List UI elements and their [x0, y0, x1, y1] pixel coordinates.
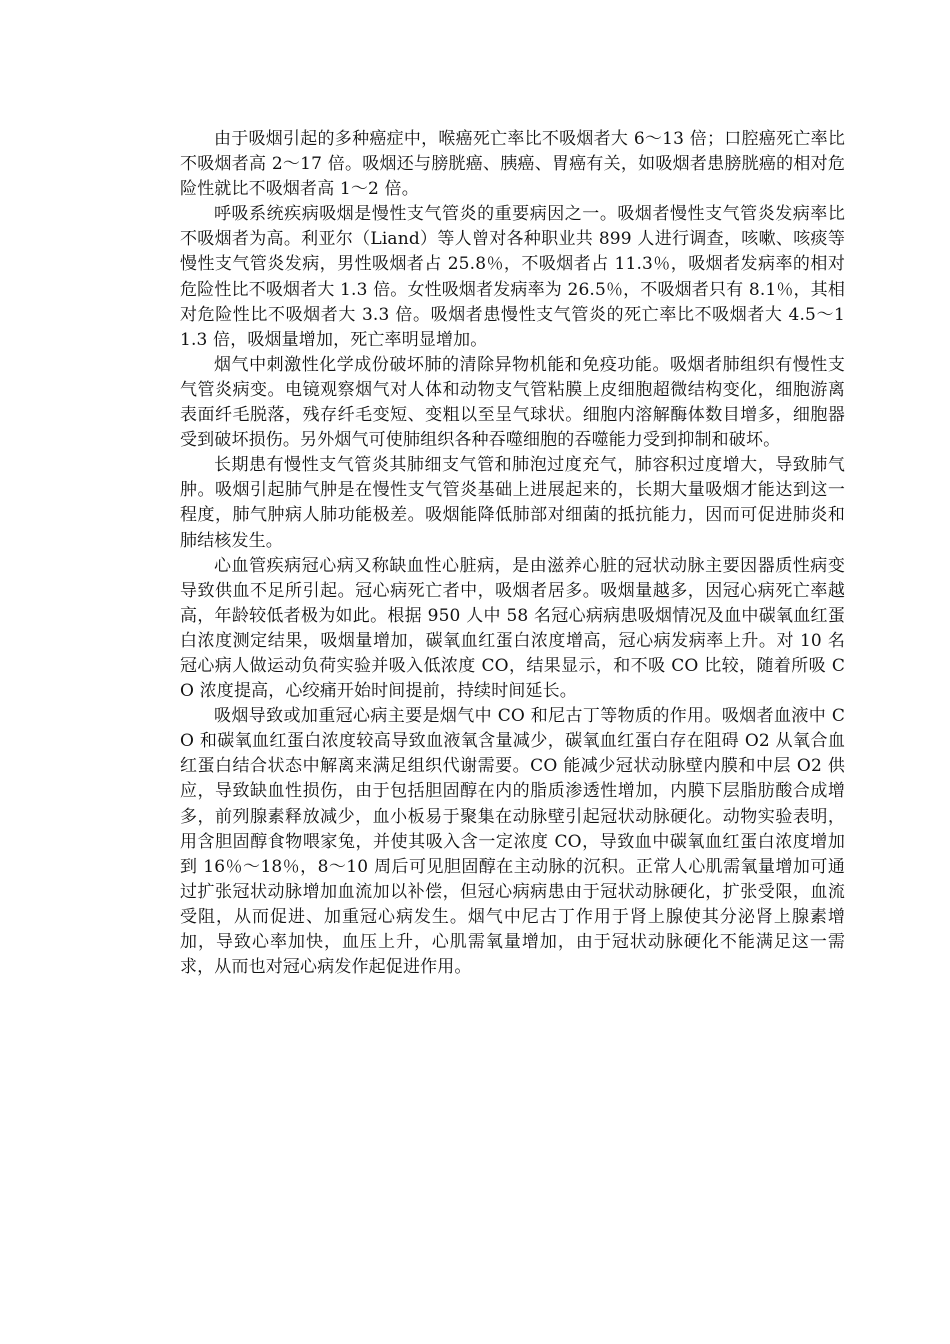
paragraph-emphysema: 长期患有慢性支气管炎其肺细支气管和肺泡过度充气，肺容积过度增大，导致肺气肿。吸烟引起肺气肿是在慢性支气管炎基础上进展起来的，长期大量吸烟才能达到这一程度，肺气肿病人肺功能极差。吸烟能降低肺部对细菌的抵抗能力，因而可促进肺炎和肺结核发生。 — [180, 455, 845, 551]
paragraph-lung-immunity: 烟气中刺激性化学成份破坏肺的清除异物机能和免疫功能。吸烟者肺组织有慢性支气管炎病变。电镜观察烟气对人体和动物支气管粘膜上皮细胞超微结构变化，细胞游离表面纤毛脱落，残存纤毛变短、变粗以至呈气球状。细胞内溶解酶体数目增多，细胞器受到破坏损伤。另外烟气可使肺组织各种吞噬细胞的吞噬能力受到抑制和破坏。 — [180, 354, 845, 451]
document-body — [180, 127, 845, 980]
paragraph-co-nicotine: 吸烟导致或加重冠心病主要是烟气中 CO 和尼古丁等物质的作用。吸烟者血液中 CO 和碳氧血红蛋白浓度较高导致血液氧含量减少，碳氧血红蛋白存在阻碍 O2 从氧合血红蛋白结合状态中解离来满足组织代谢需要。CO 能减少冠状动脉壁内膜和中层 O2 供应，导致缺血性损伤，由于包括胆固醇在内的脂质渗透性增加，内膜下层脂肪酸合成增多，前列腺素释放减少，血小板易于聚集在动脉壁引起冠状动脉硬化。动物实验表明，用含胆固醇食物喂家兔，并使其吸入含一定浓度 CO，导致血中碳氧血红蛋白浓度增加到 16％～18％，8～10 周后可见胆固醇在主动脉的沉积。正常人心肌需氧量增加可通过扩张冠状动脉增加血流加以补偿，但冠心病病患由于冠状动脉硬化，扩张受限，血流受阻，从而促进、加重冠心病发生。烟气中尼古丁作用于肾上腺使其分泌肾上腺素增加，导致心率加快，血压上升，心肌需氧量增加，由于冠状动脉硬化不能满足这一需求，从而也对冠心病发作起促进作用。 — [180, 706, 845, 978]
paragraph-respiratory: 呼吸系统疾病吸烟是慢性支气管炎的重要病因之一。吸烟者慢性支气管炎发病率比不吸烟者为高。利亚尔（Liand）等人曾对各种职业共 899 人进行调查，咳嗽、咳痰等慢性支气管炎发病，男性吸烟者占 25.8％，不吸烟者占 11.3％，吸烟者发病率的相对危险性比不吸烟者大 1.3 倍。女性吸烟者发病率为 26.5％，不吸烟者只有 8.1％，其相对危险性比不吸烟者大 3.3 倍。吸烟者患慢性支气管炎的死亡率比不吸烟者大 4.5～11.3 倍，吸烟量增加，死亡率明显增加。 — [180, 204, 845, 350]
paragraph-cardiovascular: 心血管疾病冠心病又称缺血性心脏病，是由滋养心脏的冠状动脉主要因器质性病变导致供血不足所引起。冠心病死亡者中，吸烟者居多。吸烟量越多，因冠心病死亡率越高，年龄较低者极为如此。根据 950 人中 58 名冠心病病患吸烟情况及血中碳氧血红蛋白浓度测定结果，吸烟量增加，碳氧血红蛋白浓度增高，冠心病发病率上升。对 10 名冠心病人做运动负荷实验并吸入低浓度 CO，结果显示，和不吸 CO 比较，随着所吸 CO 浓度提高，心绞痛开始时间提前，持续时间延长。 — [180, 555, 845, 702]
paragraph-cancer: 由于吸烟引起的多种癌症中，喉癌死亡率比不吸烟者大 6～13 倍；口腔癌死亡率比不吸烟者高 2～17 倍。吸烟还与膀胱癌、胰癌、胃癌有关，如吸烟者患膀胱癌的相对危险性就比不吸烟者高 1～2 倍。 — [180, 129, 845, 200]
